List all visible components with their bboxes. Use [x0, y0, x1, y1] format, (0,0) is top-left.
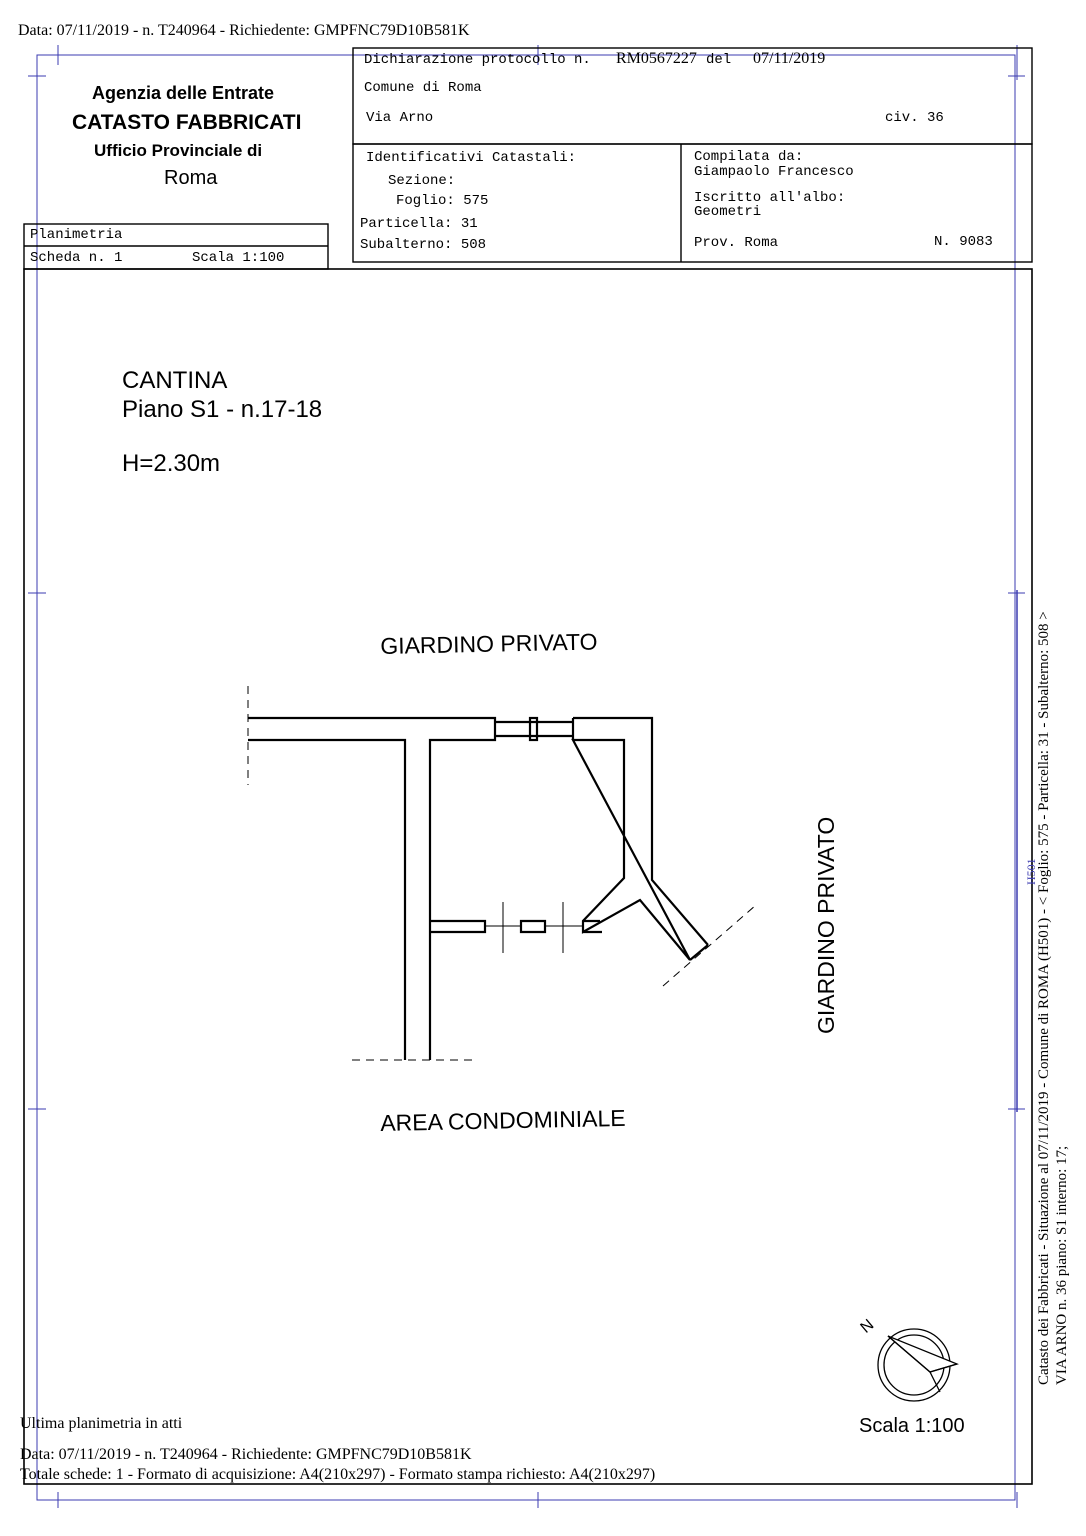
albo-number: N. 9083: [934, 234, 993, 250]
plan-title: CANTINA: [122, 367, 228, 394]
identificativi-title: Identificativi Catastali:: [366, 150, 577, 166]
via-label: Via Arno: [366, 110, 434, 126]
compass-icon: [878, 1329, 957, 1401]
footer-totale: Totale schede: 1 - Formato di acquisizione: A4(210x297) - Formato stampa richiesto: A4(210x297): [20, 1466, 656, 1483]
area-condominiale-label: AREA CONDOMINIALE: [380, 1104, 626, 1136]
dichiarazione-label: Dichiarazione protocollo n.: [364, 52, 591, 68]
protocol-number: RM0567227: [616, 50, 697, 67]
agency-line3: Ufficio Provinciale di: [94, 141, 263, 160]
footer-data: Data: 07/11/2019 - n. T240964 - Richiedente: GMPFNC79D10B581K: [20, 1446, 472, 1463]
sezione-label: Sezione:: [388, 173, 456, 189]
compilata-label: Compilata da:: [694, 149, 804, 165]
north-label: N: [857, 1316, 878, 1337]
particella-label: Particella: 31: [360, 216, 478, 232]
del-label: del: [706, 52, 732, 68]
agency-line4: Roma: [164, 167, 218, 189]
civ-label: civ. 36: [885, 110, 944, 126]
scheda-label: Scheda n. 1: [30, 250, 123, 266]
dashed-lines: [248, 686, 756, 1060]
side-text-line2: VIA ARNO n. 36 piano: S1 interno: 17;: [1054, 1145, 1070, 1385]
agency-line2: CATASTO FABBRICATI: [72, 111, 302, 134]
comune-label: Comune di Roma: [364, 80, 482, 96]
footer-ultima: Ultima planimetria in atti: [20, 1415, 183, 1432]
header-line: Data: 07/11/2019 - n. T240964 - Richiedente: GMPFNC79D10B581K: [18, 22, 470, 39]
giardino-top-label: GIARDINO PRIVATO: [380, 628, 598, 659]
scala-label: Scala 1:100: [192, 250, 285, 266]
albo-label: Geometri: [694, 204, 762, 220]
giardino-right-label: GIARDINO PRIVATO: [813, 816, 839, 1034]
prov-label: Prov. Roma: [694, 235, 779, 251]
floor-plan-walls: [248, 718, 708, 1060]
foglio-label: Foglio: 575: [396, 193, 489, 209]
subalterno-label: Subalterno: 508: [360, 237, 487, 253]
blue-frame: [28, 45, 1025, 1508]
compass-scale: Scala 1:100: [859, 1415, 965, 1437]
plan-height: H=2.30m: [122, 450, 221, 477]
compilata-name: Giampaolo Francesco: [694, 164, 854, 180]
side-stamp: H501: [1024, 858, 1038, 885]
iscritto-label: Iscritto all'albo:: [694, 190, 846, 206]
agency-line1: Agenzia delle Entrate: [92, 83, 275, 103]
planimetria-label: Planimetria: [30, 227, 123, 243]
plan-floor: Piano S1 - n.17-18: [122, 396, 323, 423]
side-text-line1: Catasto dei Fabbricati - Situazione al 07/11/2019 - Comune di ROMA (H501) - < Foglio: 575 - Particella: 31 - Subalterno: 508 >: [1036, 611, 1052, 1385]
protocol-date: 07/11/2019: [753, 50, 826, 67]
